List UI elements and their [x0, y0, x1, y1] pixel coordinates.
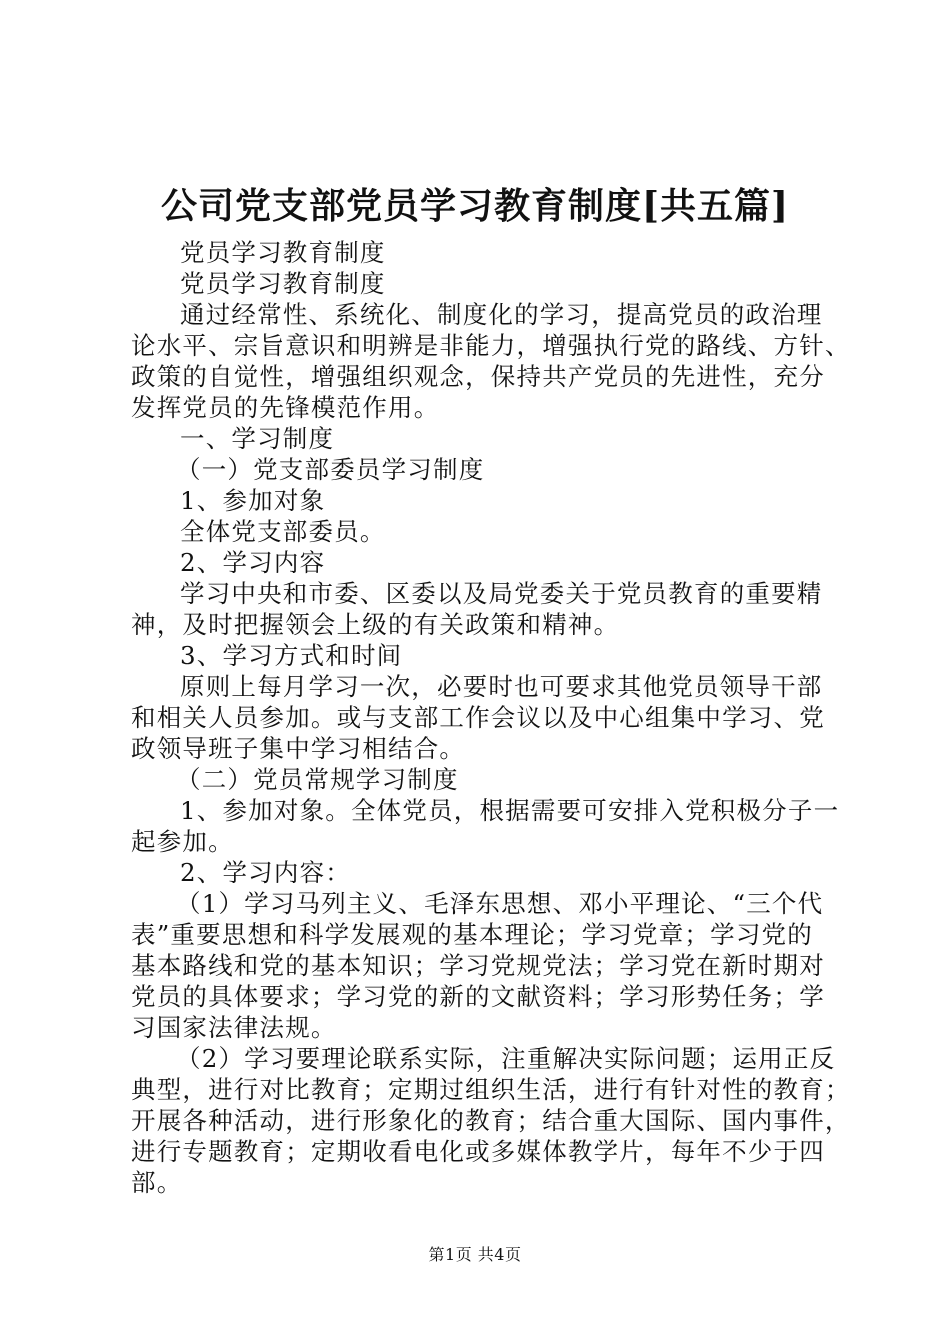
paragraph-line: 2、学习内容 [180, 548, 326, 577]
paragraph-line: 部。 [131, 1168, 183, 1197]
paragraph-line: 学习中央和市委、区委以及局党委关于党员教育的重要精 [180, 579, 823, 608]
paragraph-line: 政领导班子集中学习相结合。 [131, 734, 466, 763]
document-title: 公司党支部党员学习教育制度[共五篇] [160, 185, 790, 227]
paragraph-line: 起参加。 [131, 827, 234, 856]
paragraph-line: 党员的具体要求；学习党的新的文献资料；学习形势任务；学 [131, 982, 825, 1011]
paragraph-line: 神，及时把握领会上级的有关政策和精神。 [131, 610, 620, 639]
paragraph-line: 2、学习内容： [180, 858, 351, 887]
paragraph-line: （2）学习要理论联系实际，注重解决实际问题；运用正反 [176, 1044, 836, 1073]
paragraph-line: 3、学习方式和时间 [180, 641, 403, 670]
document-body [131, 237, 851, 1198]
paragraph-line: 党员学习教育制度 [180, 238, 386, 267]
subsection-heading: （一）党支部委员学习制度 [176, 455, 485, 484]
paragraph-line: 典型，进行对比教育；定期过组织生活，进行有针对性的教育； [131, 1075, 851, 1104]
paragraph-line: 党员学习教育制度 [180, 269, 386, 298]
paragraph-line: 政策的自觉性，增强组织观念，保持共产党员的先进性，充分 [131, 362, 825, 391]
paragraph-line: 论水平、宗旨意识和明辨是非能力，增强执行党的路线、方针、 [131, 331, 851, 360]
subsection-heading: （二）党员常规学习制度 [176, 765, 459, 794]
paragraph-line: 通过经常性、系统化、制度化的学习，提高党员的政治理 [180, 300, 823, 329]
paragraph-line: 1、参加对象。全体党员，根据需要可安排入党积极分子一 [180, 796, 840, 825]
page-footer: 第1页 共4页 [428, 1245, 522, 1264]
paragraph-line: 进行专题教育；定期收看电化或多媒体教学片，每年不少于四 [131, 1137, 825, 1166]
paragraph-line: 1、参加对象 [180, 486, 326, 515]
paragraph-line: 全体党支部委员。 [180, 517, 386, 546]
paragraph-line: 原则上每月学习一次，必要时也可要求其他党员领导干部 [180, 672, 823, 701]
paragraph-line: 和相关人员参加。或与支部工作会议以及中心组集中学习、党 [131, 703, 825, 732]
paragraph-line: 表”重要思想和科学发展观的基本理论；学习党章；学习党的 [131, 920, 813, 949]
paragraph-line: 开展各种活动，进行形象化的教育；结合重大国际、国内事件， [131, 1106, 851, 1135]
paragraph-line: 基本路线和党的基本知识；学习党规党法；学习党在新时期对 [131, 951, 825, 980]
section-heading: 一、学习制度 [180, 424, 335, 453]
paragraph-line: 发挥党员的先锋模范作用。 [131, 393, 440, 422]
paragraph-line: 习国家法律法规。 [131, 1013, 337, 1042]
paragraph-line: （1）学习马列主义、毛泽东思想、邓小平理论、“三个代 [176, 889, 824, 918]
